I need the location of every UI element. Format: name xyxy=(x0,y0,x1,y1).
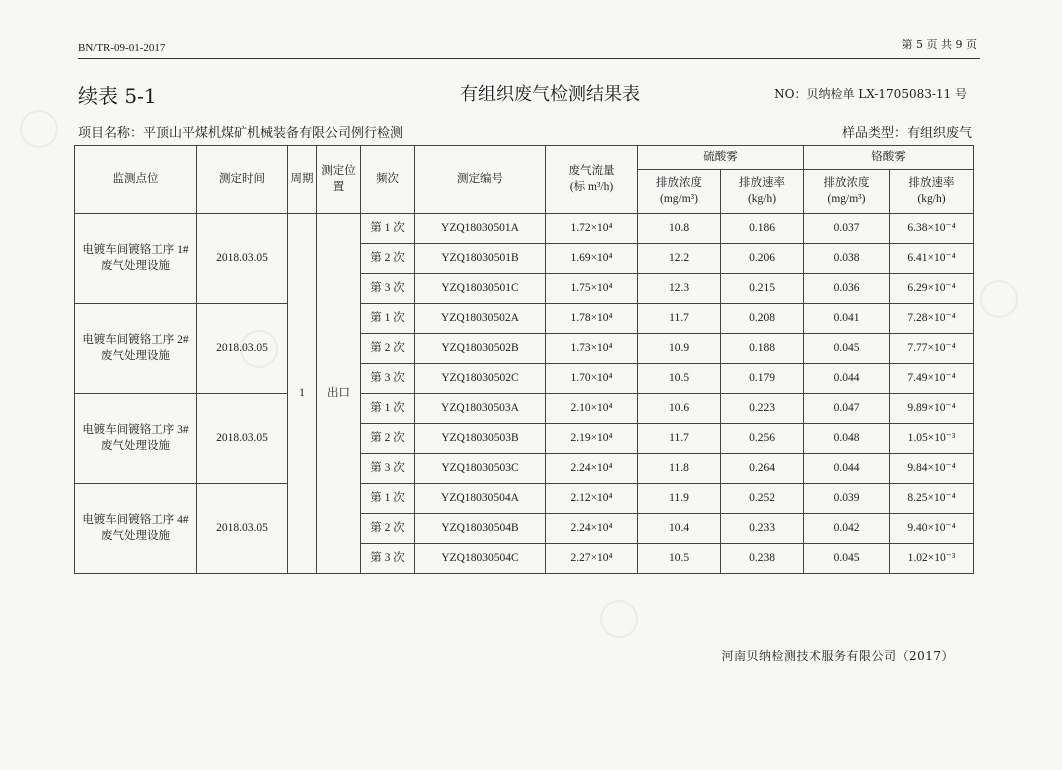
date-cell: 2018.03.05 xyxy=(197,394,288,484)
sulfuric-rate-cell: 0.179 xyxy=(721,364,804,394)
sample-code-cell: YZQ18030501A xyxy=(415,214,546,244)
header-cell: 测定时间 xyxy=(197,146,288,214)
chromic-rate-cell: 6.41×10⁻⁴ xyxy=(890,244,974,274)
chromic-conc-cell: 0.036 xyxy=(804,274,890,304)
header-cell: 排放速率 (kg/h) xyxy=(721,170,804,214)
monitoring-point-cell: 电镀车间镀铬工序 3#废气处理设施 xyxy=(75,394,197,484)
sulfuric-conc-cell: 10.8 xyxy=(638,214,721,244)
header-cell: 排放速率 (kg/h) xyxy=(890,170,974,214)
results-table xyxy=(74,145,974,574)
sample-code-cell: YZQ18030503A xyxy=(415,394,546,424)
flow-cell: 2.12×10⁴ xyxy=(546,484,638,514)
monitoring-point-cell: 电镀车间镀铬工序 1#废气处理设施 xyxy=(75,214,197,304)
chromic-rate-cell: 9.89×10⁻⁴ xyxy=(890,394,974,424)
sulfuric-rate-cell: 0.186 xyxy=(721,214,804,244)
sulfuric-rate-cell: 0.208 xyxy=(721,304,804,334)
table-body xyxy=(75,214,974,574)
flow-cell: 2.24×10⁴ xyxy=(546,514,638,544)
chromic-conc-cell: 0.042 xyxy=(804,514,890,544)
group-header: 铬酸雾 xyxy=(804,146,974,170)
date-cell: 2018.03.05 xyxy=(197,304,288,394)
frequency-cell: 第 1 次 xyxy=(361,394,415,424)
chromic-conc-cell: 0.045 xyxy=(804,544,890,574)
chromic-conc-cell: 0.047 xyxy=(804,394,890,424)
header-cell: 废气流量 (标 m³/h) xyxy=(546,146,638,214)
flow-cell: 2.24×10⁴ xyxy=(546,454,638,484)
frequency-cell: 第 1 次 xyxy=(361,484,415,514)
flow-cell: 1.70×10⁴ xyxy=(546,364,638,394)
cycle-cell: 1 xyxy=(288,214,317,574)
table-row xyxy=(75,484,974,514)
page-number: 第 5 页 共 9 页 xyxy=(901,38,977,51)
sample-type: 样品类型：有组织废气 xyxy=(841,126,972,141)
header-cell: 排放浓度 (mg/m³) xyxy=(804,170,890,214)
report-number: NO：贝纳检单 LX-1705083-11 号 xyxy=(774,87,967,101)
frequency-cell: 第 2 次 xyxy=(361,514,415,544)
header-cell: 监测点位 xyxy=(75,146,197,214)
header-cell: 周期 xyxy=(288,146,317,214)
header-cell: 测定编号 xyxy=(415,146,546,214)
project-name: 项目名称：平顶山平煤机煤矿机械装备有限公司例行检测 xyxy=(78,126,404,141)
chromic-conc-cell: 0.044 xyxy=(804,364,890,394)
sample-code-cell: YZQ18030501B xyxy=(415,244,546,274)
frequency-cell: 第 1 次 xyxy=(361,214,415,244)
frequency-cell: 第 3 次 xyxy=(361,274,415,304)
sulfuric-rate-cell: 0.215 xyxy=(721,274,804,304)
sample-code-cell: YZQ18030504C xyxy=(415,544,546,574)
monitoring-point-cell: 电镀车间镀铬工序 4#废气处理设施 xyxy=(75,484,197,574)
flow-cell: 2.27×10⁴ xyxy=(546,544,638,574)
sulfuric-conc-cell: 10.4 xyxy=(638,514,721,544)
sample-code-cell: YZQ18030501C xyxy=(415,274,546,304)
flow-cell: 1.78×10⁴ xyxy=(546,304,638,334)
group-header: 硫酸雾 xyxy=(638,146,804,170)
flow-cell: 1.75×10⁴ xyxy=(546,274,638,304)
company-footer: 河南贝纳检测技术服务有限公司（2017） xyxy=(721,649,954,663)
frequency-cell: 第 1 次 xyxy=(361,304,415,334)
header-cell: 频次 xyxy=(361,146,415,214)
sample-code-cell: YZQ18030502B xyxy=(415,334,546,364)
chromic-conc-cell: 0.037 xyxy=(804,214,890,244)
flow-cell: 1.69×10⁴ xyxy=(546,244,638,274)
sample-code-cell: YZQ18030502A xyxy=(415,304,546,334)
chromic-rate-cell: 7.28×10⁻⁴ xyxy=(890,304,974,334)
sulfuric-rate-cell: 0.252 xyxy=(721,484,804,514)
chromic-conc-cell: 0.045 xyxy=(804,334,890,364)
page-title: 有组织废气检测结果表 xyxy=(460,84,640,105)
chromic-conc-cell: 0.041 xyxy=(804,304,890,334)
document-code: BN/TR-09-01-2017 xyxy=(78,42,166,54)
sulfuric-rate-cell: 0.238 xyxy=(721,544,804,574)
sulfuric-conc-cell: 10.5 xyxy=(638,364,721,394)
sulfuric-conc-cell: 11.7 xyxy=(638,424,721,454)
chromic-rate-cell: 1.02×10⁻³ xyxy=(890,544,974,574)
date-cell: 2018.03.05 xyxy=(197,484,288,574)
sulfuric-rate-cell: 0.188 xyxy=(721,334,804,364)
chromic-conc-cell: 0.039 xyxy=(804,484,890,514)
sulfuric-rate-cell: 0.256 xyxy=(721,424,804,454)
sample-code-cell: YZQ18030503C xyxy=(415,454,546,484)
chromic-rate-cell: 1.05×10⁻³ xyxy=(890,424,974,454)
sulfuric-conc-cell: 12.2 xyxy=(638,244,721,274)
frequency-cell: 第 2 次 xyxy=(361,424,415,454)
flow-cell: 1.73×10⁴ xyxy=(546,334,638,364)
frequency-cell: 第 2 次 xyxy=(361,244,415,274)
sulfuric-conc-cell: 10.9 xyxy=(638,334,721,364)
header-cell: 测定位置 xyxy=(317,146,361,214)
flow-cell: 1.72×10⁴ xyxy=(546,214,638,244)
chromic-conc-cell: 0.038 xyxy=(804,244,890,274)
sulfuric-rate-cell: 0.264 xyxy=(721,454,804,484)
chromic-rate-cell: 9.84×10⁻⁴ xyxy=(890,454,974,484)
chromic-rate-cell: 7.49×10⁻⁴ xyxy=(890,364,974,394)
chromic-rate-cell: 6.29×10⁻⁴ xyxy=(890,274,974,304)
sulfuric-conc-cell: 11.7 xyxy=(638,304,721,334)
sample-code-cell: YZQ18030504A xyxy=(415,484,546,514)
chromic-rate-cell: 8.25×10⁻⁴ xyxy=(890,484,974,514)
sulfuric-conc-cell: 10.6 xyxy=(638,394,721,424)
sulfuric-conc-cell: 11.8 xyxy=(638,454,721,484)
chromic-rate-cell: 6.38×10⁻⁴ xyxy=(890,214,974,244)
sulfuric-conc-cell: 10.5 xyxy=(638,544,721,574)
table-row xyxy=(75,214,974,244)
sulfuric-rate-cell: 0.223 xyxy=(721,394,804,424)
chromic-conc-cell: 0.048 xyxy=(804,424,890,454)
watermark-mark xyxy=(980,280,1018,318)
sulfuric-conc-cell: 12.3 xyxy=(638,274,721,304)
date-cell: 2018.03.05 xyxy=(197,214,288,304)
chromic-conc-cell: 0.044 xyxy=(804,454,890,484)
chromic-rate-cell: 9.40×10⁻⁴ xyxy=(890,514,974,544)
sample-code-cell: YZQ18030502C xyxy=(415,364,546,394)
position-cell: 出口 xyxy=(317,214,361,574)
watermark-mark xyxy=(600,600,638,638)
frequency-cell: 第 3 次 xyxy=(361,544,415,574)
table-row xyxy=(75,394,974,424)
sulfuric-rate-cell: 0.206 xyxy=(721,244,804,274)
flow-cell: 2.19×10⁴ xyxy=(546,424,638,454)
sample-code-cell: YZQ18030504B xyxy=(415,514,546,544)
header-row xyxy=(75,146,974,170)
header-rule xyxy=(78,58,980,59)
header-cell: 排放浓度 (mg/m³) xyxy=(638,170,721,214)
frequency-cell: 第 2 次 xyxy=(361,334,415,364)
flow-cell: 2.10×10⁴ xyxy=(546,394,638,424)
chromic-rate-cell: 7.77×10⁻⁴ xyxy=(890,334,974,364)
frequency-cell: 第 3 次 xyxy=(361,454,415,484)
monitoring-point-cell: 电镀车间镀铬工序 2#废气处理设施 xyxy=(75,304,197,394)
sulfuric-conc-cell: 11.9 xyxy=(638,484,721,514)
frequency-cell: 第 3 次 xyxy=(361,364,415,394)
sulfuric-rate-cell: 0.233 xyxy=(721,514,804,544)
continuation-label: 续表 5-1 xyxy=(78,84,157,108)
table-row xyxy=(75,304,974,334)
watermark-mark xyxy=(20,110,58,148)
sample-code-cell: YZQ18030503B xyxy=(415,424,546,454)
